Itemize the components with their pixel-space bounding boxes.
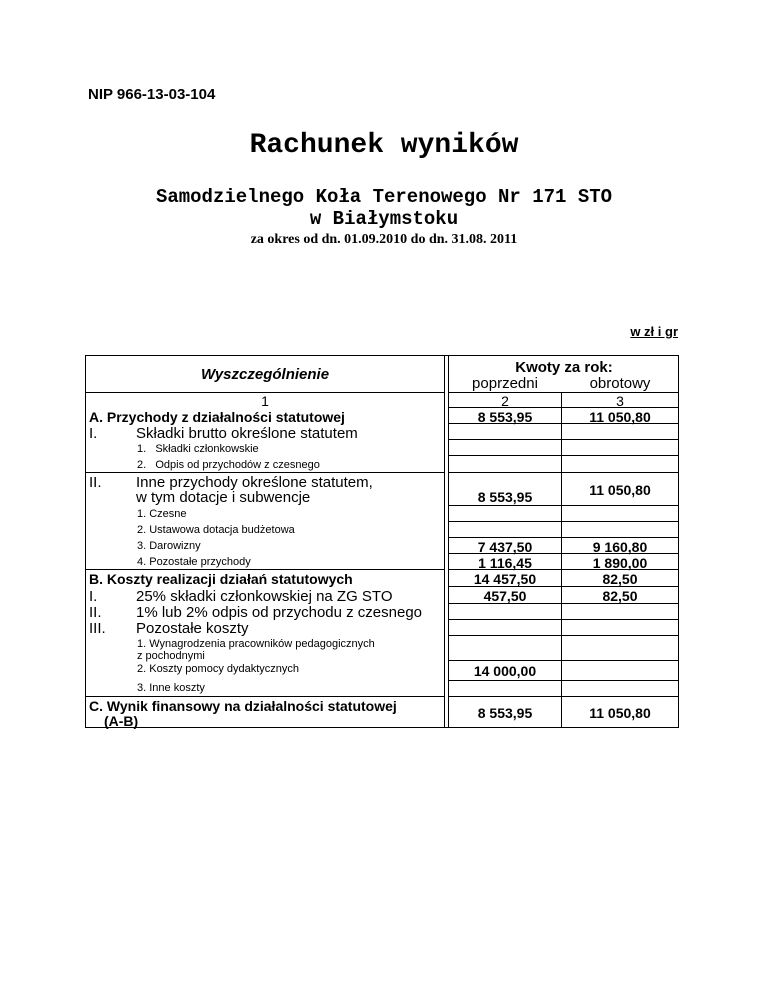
column-number-2: 2 [501, 393, 509, 409]
row-b3-number: III. [89, 620, 106, 637]
reporting-period: za okres od dn. 01.09.2010 do dn. 31.08. 2011 [250, 232, 518, 247]
row-line [85, 569, 445, 570]
nip-number: NIP 966-13-03-104 [88, 86, 216, 103]
column-header-previous: poprzedni [472, 375, 538, 392]
row-a2-4-current: 1 890,00 [592, 555, 648, 571]
row-a2-4-previous: 1 116,45 [478, 555, 532, 571]
table-border-left [85, 355, 86, 728]
row-line [449, 537, 679, 538]
row-line [449, 472, 679, 473]
subtitle-line-2: w Białymstoku [309, 208, 459, 230]
row-line [449, 439, 679, 440]
row-a1-label: Składki brutto określone statutem [136, 425, 358, 442]
row-a2-current: 11 050,80 [589, 482, 651, 498]
amounts-header: Kwoty za rok: [515, 359, 613, 376]
row-line [449, 455, 679, 456]
column-number-1: 1 [261, 393, 269, 409]
section-c-title-line-2: (A-B) [104, 713, 139, 729]
row-a1-number: I. [89, 425, 98, 442]
row-line [449, 696, 679, 697]
table-border-right [678, 355, 679, 728]
row-b3-3-label: 3. Inne koszty [137, 682, 205, 694]
row-b1-previous: 457,50 [483, 588, 527, 604]
section-c-current: 11 050,80 [589, 705, 651, 721]
row-a2-3-current: 9 160,80 [592, 539, 648, 555]
row-a2-number: II. [89, 474, 102, 491]
row-a2-previous: 8 553,95 [477, 489, 533, 505]
row-line [449, 635, 679, 636]
row-a2-3-previous: 7 437,50 [477, 539, 533, 555]
row-b1-label: 25% składki członkowskiej na ZG STO [136, 588, 393, 605]
row-b2-number: II. [89, 604, 102, 621]
row-a2-2-label: 2. Ustawowa dotacja budżetowa [137, 524, 295, 536]
row-line [449, 505, 679, 506]
section-c-previous: 8 553,95 [477, 705, 533, 721]
table-border-top [85, 355, 679, 356]
row-line [85, 472, 445, 473]
row-b3-label: Pozostałe koszty [136, 620, 249, 637]
row-line [449, 660, 679, 661]
row-line [449, 680, 679, 681]
row-b2-label: 1% lub 2% odpis od przychodu z czesnego [136, 604, 423, 621]
section-a-current: 11 050,80 [589, 409, 651, 425]
section-b-current: 82,50 [602, 571, 638, 587]
row-a2-4-label: 4. Pozostałe przychody [137, 556, 251, 568]
row-a1-2-label: 2. Odpis od przychodów z czesnego [137, 459, 320, 471]
section-c-title-line-1: C. Wynik finansowy na działalności statutowej [89, 698, 397, 714]
section-b-previous: 14 457,50 [473, 571, 537, 587]
row-b3-1-label-line-1: 1. Wynagrodzenia pracowników pedagogicznych [137, 638, 375, 650]
row-a2-1-label: 1. Czesne [137, 508, 187, 520]
table-border-bottom [85, 727, 679, 728]
subtitle-line-1: Samodzielnego Koła Terenowego Nr 171 STO [155, 186, 613, 208]
row-a1-1-label: 1. Składki członkowskie [137, 443, 259, 455]
row-line [449, 521, 679, 522]
row-b3-1-label-line-2: z pochodnymi [137, 650, 205, 662]
row-a2-label-line-2: w tym dotacje i subwencje [136, 489, 311, 506]
row-line [85, 696, 445, 697]
column-number-3: 3 [616, 393, 624, 409]
row-a2-label-line-1: Inne przychody określone statutem, [136, 474, 373, 491]
page-title: Rachunek wyników [249, 130, 519, 161]
row-b3-2-previous: 14 000,00 [473, 663, 537, 679]
section-a-title: A. Przychody z działalności statutowej [89, 409, 345, 425]
row-line [449, 619, 679, 620]
section-a-previous: 8 553,95 [477, 409, 533, 425]
row-b1-current: 82,50 [602, 588, 638, 604]
column-header-current: obrotowy [589, 375, 651, 392]
column-header-description: Wyszczególnienie [200, 366, 330, 383]
currency-unit: w zł i gr [630, 324, 678, 339]
row-a2-3-label: 3. Darowizny [137, 540, 201, 552]
row-b1-number: I. [89, 588, 98, 605]
row-b3-2-label: 2. Koszty pomocy dydaktycznych [137, 663, 300, 675]
section-b-title: B. Koszty realizacji działań statutowych [89, 571, 353, 587]
table-divider-a [444, 355, 445, 728]
